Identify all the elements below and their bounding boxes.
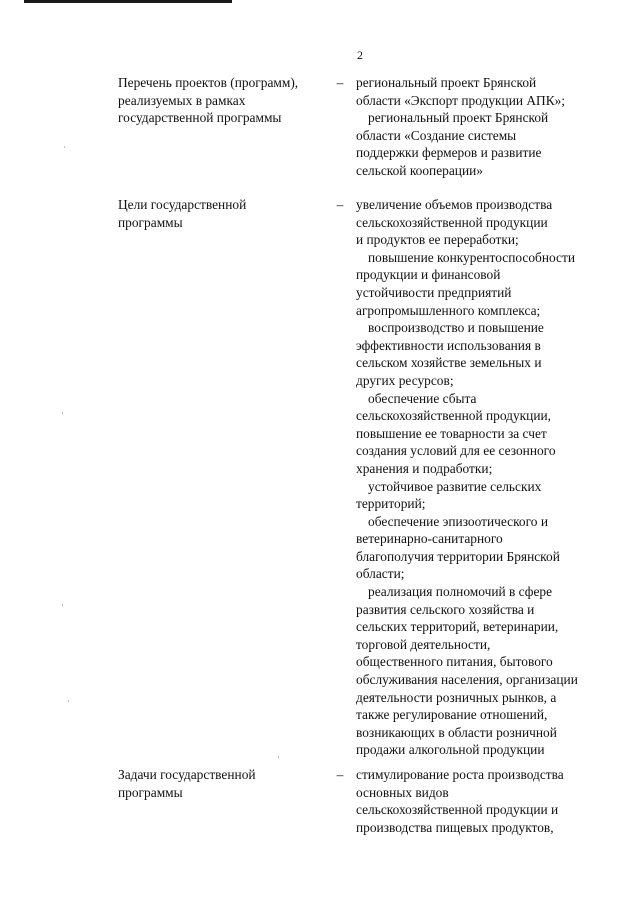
content-line: продукции и финансовой xyxy=(356,267,501,283)
content-line: и продуктов ее переработки; xyxy=(356,232,519,248)
content-line: сельской кооперации» xyxy=(356,162,483,178)
content-line: развития сельского хозяйства и xyxy=(356,601,535,617)
content-line: эффективности использования в xyxy=(356,337,541,353)
content-line: хранения и подработки; xyxy=(356,460,493,476)
section-content xyxy=(356,766,608,836)
content-line: основных видов xyxy=(356,784,449,800)
content-line: обслуживания населения, организации xyxy=(356,672,578,688)
scan-speck xyxy=(62,604,63,606)
scan-speck xyxy=(64,146,65,148)
content-line: обеспечение эпизоотического и xyxy=(368,513,548,529)
content-line: области «Экспорт продукции АПК»; xyxy=(356,92,566,108)
content-line: поддержки фермеров и развитие xyxy=(356,145,542,161)
top-rule xyxy=(24,0,232,3)
content-line: сельскохозяйственной продукции xyxy=(356,214,548,230)
content-line: области «Создание системы xyxy=(356,127,517,143)
content-line: благополучия территории Брянской xyxy=(356,548,560,564)
content-line: также регулирование отношений, xyxy=(356,707,548,723)
content-line: сельских территорий, ветеринарии, xyxy=(356,619,559,635)
content-line: агропромышленного комплекса; xyxy=(356,302,541,318)
section-label: Задачи государственной программы xyxy=(118,767,256,800)
content-line: повышение конкурентоспособности xyxy=(368,249,576,265)
content-line: стимулирование роста производства xyxy=(356,767,564,782)
section-content xyxy=(356,74,608,180)
section-dash: – xyxy=(336,197,344,212)
content-line: ветеринарно-санитарного xyxy=(356,531,503,547)
content-line: обеспечение сбыта xyxy=(368,390,477,406)
content-line: области; xyxy=(356,566,405,582)
content-line: деятельности розничных рынков, а xyxy=(356,689,557,705)
content-line: территорий; xyxy=(356,496,426,512)
section-content xyxy=(356,196,608,759)
scan-speck xyxy=(62,412,63,414)
content-line: производства пищевых продуктов, xyxy=(356,819,554,835)
content-line: региональный проект Брянской xyxy=(368,110,549,126)
content-line: сельскохозяйственной продукции, xyxy=(356,408,552,424)
section-dash: – xyxy=(336,767,344,782)
content-line: реализация полномочий в сфере xyxy=(368,584,553,600)
content-line: сельском хозяйстве земельных и xyxy=(356,355,542,371)
section-label: Цели государственной программы xyxy=(118,197,247,230)
content-line: торговой деятельности, xyxy=(356,636,491,652)
content-line: продажи алкогольной продукции xyxy=(356,742,545,758)
content-line: воспроизводство и повышение xyxy=(368,320,544,336)
page-number: 2 xyxy=(357,48,363,62)
content-line: повышение ее товарности за счет xyxy=(356,425,547,441)
content-line: других ресурсов; xyxy=(356,372,454,388)
section-label: Перечень проектов (программ), реализуемых в рамках государственной программы xyxy=(118,75,299,126)
scan-speck xyxy=(278,756,279,758)
content-line: создания условий для ее сезонного xyxy=(356,443,556,459)
content-line: сельскохозяйственной продукции и xyxy=(356,802,559,818)
content-line: устойчивое развитие сельских xyxy=(368,478,542,494)
content-line: возникающих в области розничной xyxy=(356,724,557,740)
section-dash: – xyxy=(336,75,344,90)
content-line: увеличение объемов производства xyxy=(356,197,553,212)
content-line: устойчивости предприятий xyxy=(356,284,512,300)
content-line: региональный проект Брянской xyxy=(356,75,537,90)
scan-speck xyxy=(68,700,69,702)
content-line: общественного питания, бытового xyxy=(356,654,553,670)
